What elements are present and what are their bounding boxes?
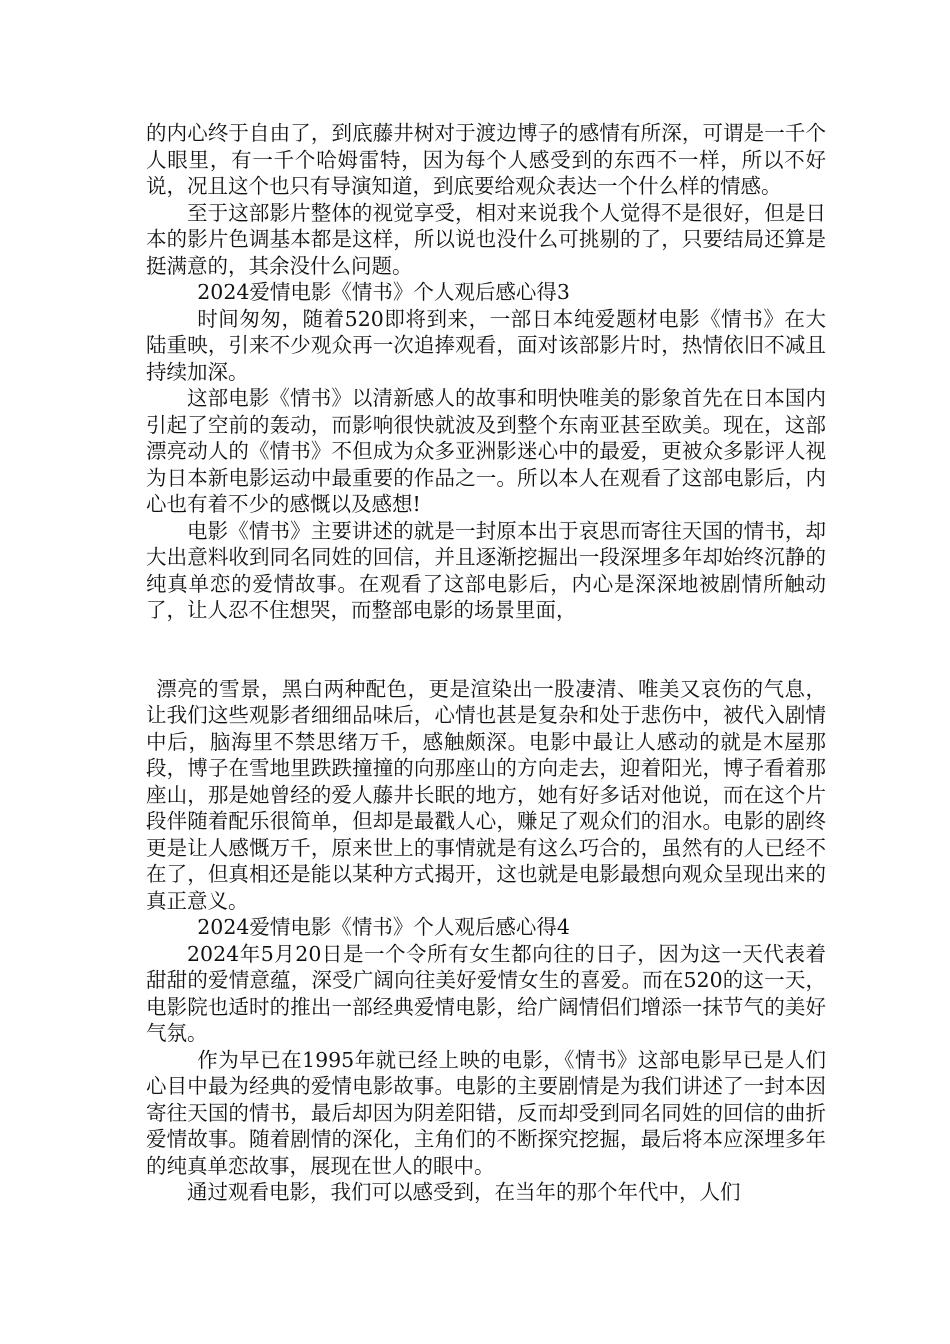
section-heading-3: 2024爱情电影《情书》个人观后感心得3 <box>197 280 570 304</box>
paragraph-2: 至于这部影片整体的视觉享受，相对来说我个人觉得不是很好，但是日本的影片色调基本都是这样，所以说也没什么可挑剔的了，只要结局还算是挺满意的，其余没什么问题。 <box>146 200 826 278</box>
paragraph-gap <box>146 624 826 676</box>
paragraph-5: 电影《情书》主要讲述的就是一封原本出于哀思而寄往天国的情书，却大出意料收到同名同姓的回信，并且逐渐挖掘出一段深埋多年却始终沉静的纯真单恋的爱情故事。在观看了这部电影后，内心是深深地被剧情所触动了，让人忍不住想哭，而整部电影的场景里面， <box>146 518 826 622</box>
paragraph-3: 时间匆匆，随着520即将到来，一部日本纯爱题材电影《情书》在大陆重映，引来不少观众再一次追捧观看，面对该部影片时，热情依旧不减且持续加深。 <box>146 306 826 384</box>
paragraph-9: 通过观看电影，我们可以感受到，在当年的那个年代中，人们 <box>187 1180 741 1204</box>
paragraph-8: 作为早已在1995年就已经上映的电影，《情书》这部电影早已是人们心目中最为经典的爱情电影故事。电影的主要剧情是为我们讲述了一封本因寄往天国的情书，最后却因为阴差阳错，反而却受到同名同姓的回信的曲折爱情故事。随着剧情的深化，主角们的不断探究挖掘，最后将本应深埋多年的纯真单恋故事，展现在世人的眼中。 <box>146 1047 826 1178</box>
paragraph-4: 这部电影《情书》以清新感人的故事和明快唯美的影象首先在日本国内引起了空前的轰动，而影响很快就波及到整个东南亚甚至欧美。现在，这部漂亮动人的《情书》不但成为众多亚洲影迷心中的最爱，更被众多影评人视为日本新电影运动中最重要的作品之一。所以本人在观看了这部电影后，内心也有着不少的感慨以及感想! <box>146 386 826 516</box>
paragraph-7: 2024年5月20日是一个令所有女生都向往的日子，因为这一天代表着甜甜的爱情意蕴，深受广阔向往美好爱情女生的喜爱。而在520的这一天，电影院也适时的推出一部经典爱情电影，给广阔情侣们增添一抹节气的美好气氛。 <box>146 941 826 1045</box>
paragraph-1: 的内心终于自由了，到底藤井树对于渡边博子的感情有所深，可谓是一千个人眼里，有一千个哈姆雷特，因为每个人感受到的东西不一样，所以不好说，况且这个也只有导演知道，到底要给观众表达一个什么样的情感。 <box>146 121 826 198</box>
document-page <box>146 120 826 1206</box>
section-heading-4: 2024爱情电影《情书》个人观后感心得4 <box>197 915 570 939</box>
paragraph-6: 漂亮的雪景，黑白两种配色，更是渲染出一股凄清、唯美又哀伤的气息，让我们这些观影者细细品味后，心情也甚是复杂和处于悲伤中，被代入剧情中后，脑海里不禁思绪万千，感触颇深。电影中最让人感动的就是木屋那段，博子在雪地里跌跌撞撞的向那座山的方向走去，迎着阳光，博子看着那座山，那是她曾经的爱人藤井长眠的地方，她有好多话对他说，而在这个片段伴随着配乐很简单，但却是最戳人心，赚足了观众们的泪水。电影的剧终更是让人感慨万千，原来世上的事情就是有这么巧合的，虽然有的人已经不在了，但真相还是能以某种方式揭开，这也就是电影最想向观众呈现出来的真正意义。 <box>146 676 826 913</box>
